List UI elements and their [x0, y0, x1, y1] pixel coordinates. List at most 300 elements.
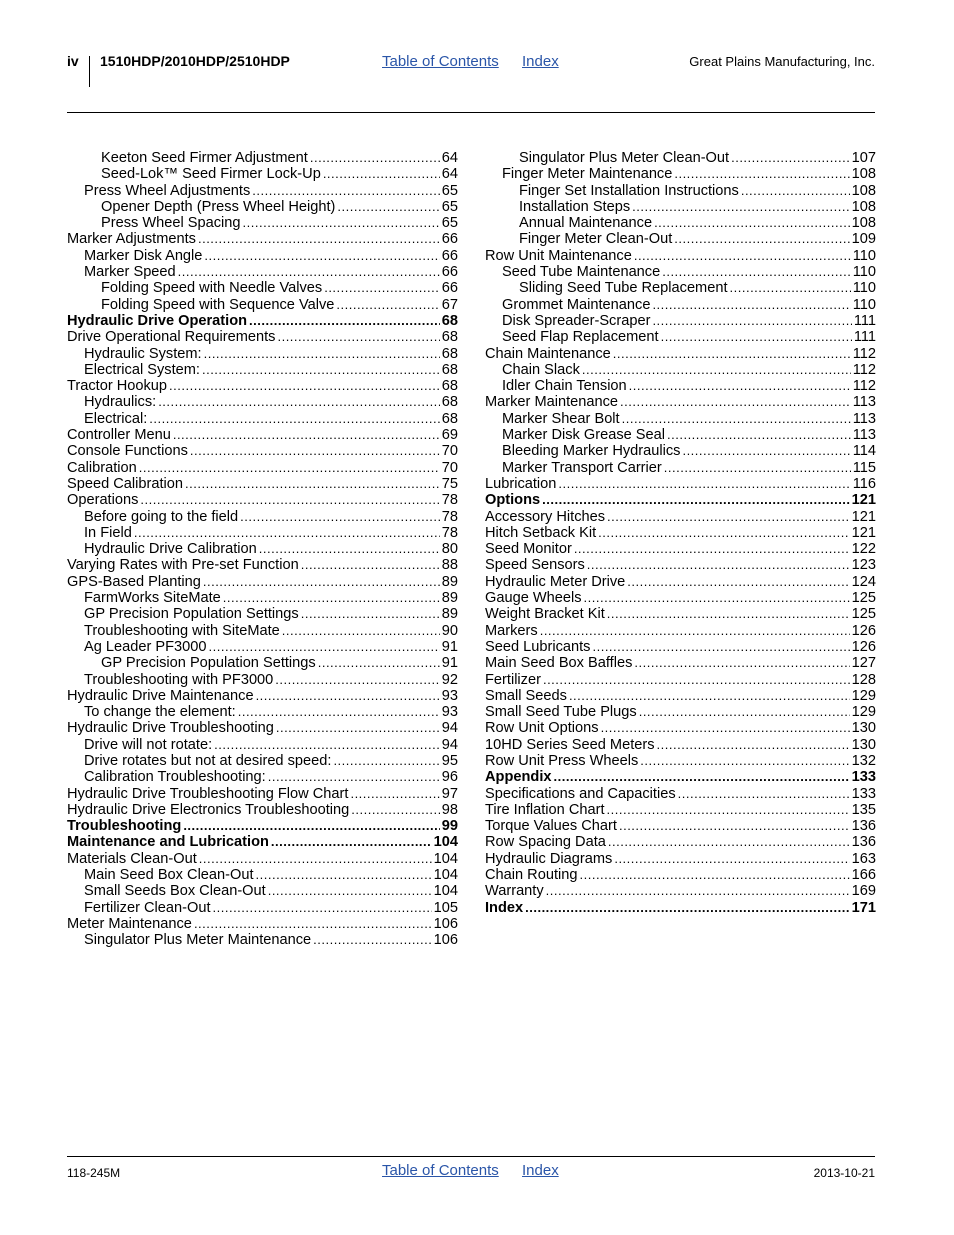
toc-entry[interactable]: [485, 199, 876, 215]
toc-entry-page: 68: [441, 329, 458, 346]
dot-leader: [607, 802, 850, 818]
toc-entry-title: Options: [485, 492, 541, 509]
dot-leader: [674, 231, 849, 247]
toc-entry[interactable]: [485, 248, 876, 264]
toc-entry[interactable]: [485, 655, 876, 671]
toc-entry[interactable]: [67, 199, 458, 215]
toc-entry-title: Annual Maintenance: [519, 215, 653, 232]
toc-entry-page: 93: [441, 687, 458, 704]
toc-entry[interactable]: [485, 150, 876, 166]
toc-entry-page: 129: [851, 704, 876, 721]
dot-leader: [203, 574, 440, 590]
dot-leader: [543, 672, 850, 688]
toc-entry[interactable]: [67, 737, 458, 753]
dot-leader: [584, 590, 850, 606]
toc-entry-title: Seed Lubricants: [485, 638, 591, 655]
dot-leader: [351, 802, 439, 818]
toc-column-right: [485, 150, 876, 916]
dot-leader: [601, 720, 850, 736]
toc-entry[interactable]: [67, 378, 458, 394]
toc-entry-page: 104: [433, 834, 458, 851]
toc-entry-page: 116: [852, 475, 876, 492]
toc-entry[interactable]: [485, 183, 876, 199]
toc-entry-page: 98: [441, 801, 458, 818]
toc-entry-page: 126: [851, 622, 876, 639]
toc-entry[interactable]: [67, 492, 458, 508]
dot-leader: [667, 427, 851, 443]
toc-entry[interactable]: [485, 329, 876, 345]
toc-entry-page: 130: [851, 720, 876, 737]
toc-entry[interactable]: [485, 672, 876, 688]
toc-entry-title: Marker Transport Carrier: [502, 459, 662, 476]
toc-entry-page: 136: [851, 818, 876, 835]
dot-leader: [607, 509, 850, 525]
toc-entry[interactable]: [67, 867, 458, 883]
toc-entry-title: Hydraulic Diagrams: [485, 850, 613, 867]
toc-entry-title: Warranty: [485, 883, 544, 900]
dot-leader: [662, 264, 851, 280]
toc-entry-title: Tire Inflation Chart: [485, 801, 605, 818]
toc-entry-title: Hydraulic Drive Troubleshooting Flow Chart: [67, 785, 349, 802]
index-link[interactable]: Index: [522, 1162, 559, 1179]
toc-entry-title: Main Seed Box Clean-Out: [84, 867, 254, 884]
toc-entry[interactable]: [485, 362, 876, 378]
toc-entry[interactable]: [485, 737, 876, 753]
toc-entry[interactable]: [67, 525, 458, 541]
revision-date: 2013-10-21: [813, 1166, 875, 1180]
toc-entry[interactable]: [67, 231, 458, 247]
toc-entry[interactable]: [67, 623, 458, 639]
toc-entry-title: Weight Bracket Kit: [485, 606, 605, 623]
toc-entry-title: Row Unit Maintenance: [485, 247, 632, 264]
toc-entry-page: 111: [853, 312, 876, 329]
toc-entry-page: 123: [851, 557, 876, 574]
toc-entry[interactable]: [67, 900, 458, 916]
index-link[interactable]: Index: [522, 53, 559, 70]
toc-entry[interactable]: [485, 525, 876, 541]
toc-entry-title: Finger Set Installation Instructions: [519, 182, 739, 199]
toc-entry-page: 68: [441, 410, 458, 427]
toc-entry-page: 65: [441, 182, 458, 199]
toc-entry-page: 169: [851, 883, 876, 900]
dot-leader: [731, 150, 850, 166]
dot-leader: [661, 329, 852, 345]
toc-entry-page: 166: [851, 867, 876, 884]
dot-leader: [640, 753, 849, 769]
toc-entry[interactable]: [67, 834, 458, 850]
dot-leader: [223, 590, 440, 606]
toc-entry[interactable]: [67, 476, 458, 492]
toc-entry-page: 91: [441, 638, 458, 655]
toc-entry-title: Seed Tube Maintenance: [502, 264, 661, 281]
dot-leader: [310, 150, 440, 166]
page-number: iv: [67, 53, 79, 69]
dot-leader: [627, 574, 849, 590]
toc-entry[interactable]: [485, 378, 876, 394]
toc-entry[interactable]: [67, 297, 458, 313]
toc-entry-page: 110: [852, 296, 876, 313]
toc-entry[interactable]: [67, 753, 458, 769]
dot-leader: [173, 427, 440, 443]
toc-entry[interactable]: [67, 688, 458, 704]
toc-entry-title: Console Functions: [67, 443, 188, 460]
toc-entry[interactable]: [67, 394, 458, 410]
dot-leader: [730, 280, 851, 296]
toc-entry[interactable]: [485, 883, 876, 899]
toc-entry[interactable]: [485, 851, 876, 867]
dot-leader: [204, 248, 439, 264]
toc-entry[interactable]: [485, 590, 876, 606]
toc-entry[interactable]: [485, 867, 876, 883]
toc-entry-page: 64: [441, 166, 458, 183]
toc-entry-title: Meter Maintenance: [67, 915, 192, 932]
toc-entry-title: Marker Disk Grease Seal: [502, 427, 666, 444]
dot-leader: [652, 313, 851, 329]
toc-entry-page: 115: [852, 459, 876, 476]
toc-entry[interactable]: [485, 574, 876, 590]
dot-leader: [619, 818, 850, 834]
dot-leader: [202, 362, 440, 378]
toc-entry-page: 106: [433, 932, 458, 949]
header-rule: [67, 112, 875, 113]
toc-entry[interactable]: [485, 215, 876, 231]
toc-entry[interactable]: [67, 639, 458, 655]
toc-entry[interactable]: [485, 557, 876, 573]
dot-leader: [574, 541, 850, 557]
toc-entry-title: Folding Speed with Needle Valves: [101, 280, 323, 297]
dot-leader: [614, 851, 849, 867]
dot-leader: [553, 769, 849, 785]
toc-entry[interactable]: [67, 720, 458, 736]
toc-entry[interactable]: [67, 509, 458, 525]
table-of-contents-link[interactable]: Table of Contents: [382, 53, 499, 70]
toc-entry[interactable]: [67, 346, 458, 362]
dot-leader: [678, 786, 850, 802]
dot-leader: [134, 525, 440, 541]
toc-entry-page: 133: [851, 769, 876, 786]
toc-entry[interactable]: [485, 297, 876, 313]
dot-leader: [301, 557, 440, 573]
toc-entry-title: Keeton Seed Firmer Adjustment: [101, 150, 308, 166]
toc-entry-title: To change the element:: [84, 704, 236, 721]
toc-entry-page: 106: [433, 915, 458, 932]
toc-entry[interactable]: [485, 280, 876, 296]
toc-entry[interactable]: [485, 231, 876, 247]
toc-entry[interactable]: [485, 753, 876, 769]
toc-entry-title: Hydraulic Drive Maintenance: [67, 687, 254, 704]
toc-entry-page: 130: [851, 736, 876, 753]
toc-entry-title: Row Spacing Data: [485, 834, 606, 851]
dot-leader: [282, 623, 440, 639]
toc-entry[interactable]: [67, 183, 458, 199]
toc-entry-page: 88: [441, 557, 458, 574]
toc-entry-title: Hitch Setback Kit: [485, 524, 597, 541]
toc-entry-page: 113: [852, 394, 876, 411]
toc-entry[interactable]: [67, 460, 458, 476]
toc-entry-title: GPS-Based Planting: [67, 573, 201, 590]
toc-entry-page: 65: [441, 215, 458, 232]
dot-leader: [185, 476, 440, 492]
toc-entry-page: 114: [852, 443, 876, 460]
toc-entry-page: 93: [441, 704, 458, 721]
toc-entry-title: Marker Speed: [84, 264, 176, 281]
toc-entry[interactable]: [485, 394, 876, 410]
dot-leader: [652, 297, 850, 313]
dot-leader: [256, 867, 432, 883]
toc-entry-page: 70: [441, 459, 458, 476]
dot-leader: [268, 769, 440, 785]
toc-entry-title: Press Wheel Adjustments: [84, 182, 251, 199]
toc-entry-title: Troubleshooting with SiteMate: [84, 622, 280, 639]
toc-entry[interactable]: [485, 313, 876, 329]
toc-entry-title: Marker Adjustments: [67, 231, 196, 248]
toc-entry-title: Calibration Troubleshooting:: [84, 769, 266, 786]
toc-entry[interactable]: [67, 150, 458, 166]
toc-entry-page: 89: [441, 590, 458, 607]
toc-entry-title: Calibration: [67, 459, 137, 476]
toc-entry-page: 113: [852, 427, 876, 444]
toc-entry[interactable]: [485, 802, 876, 818]
toc-entry-title: Operations: [67, 492, 139, 509]
toc-entry[interactable]: [67, 329, 458, 345]
dot-leader: [213, 900, 432, 916]
toc-entry[interactable]: [485, 427, 876, 443]
dot-leader: [276, 720, 440, 736]
dot-leader: [178, 264, 440, 280]
toc-entry[interactable]: [67, 786, 458, 802]
toc-entry-title: Finger Meter Maintenance: [502, 166, 673, 183]
dot-leader: [333, 753, 439, 769]
toc-entry[interactable]: [67, 851, 458, 867]
toc-entry-title: Idler Chain Tension: [502, 378, 627, 395]
dot-leader: [654, 215, 850, 231]
toc-entry-title: Gauge Wheels: [485, 590, 582, 607]
toc-entry-title: Marker Disk Angle: [84, 247, 203, 264]
toc-entry[interactable]: [67, 574, 458, 590]
toc-entry-title: Hydraulic Drive Operation: [67, 312, 248, 329]
toc-entry[interactable]: [67, 264, 458, 280]
toc-entry-page: 133: [851, 785, 876, 802]
dot-leader: [613, 346, 851, 362]
toc-entry-title: Electrical:: [84, 410, 148, 427]
toc-entry[interactable]: [67, 672, 458, 688]
toc-entry[interactable]: [67, 215, 458, 231]
toc-entry[interactable]: [485, 688, 876, 704]
dot-leader: [580, 867, 850, 883]
page-footer: [0, 1162, 954, 1184]
toc-entry-page: 108: [851, 215, 876, 232]
dot-leader: [183, 818, 439, 834]
toc-entry[interactable]: [485, 720, 876, 736]
toc-entry-title: Marker Shear Bolt: [502, 410, 620, 427]
toc-entry[interactable]: [485, 769, 876, 785]
toc-entry[interactable]: [67, 248, 458, 264]
toc-entry[interactable]: [67, 818, 458, 834]
toc-entry-page: 78: [441, 524, 458, 541]
table-of-contents-link[interactable]: Table of Contents: [382, 1162, 499, 1179]
dot-leader: [608, 834, 850, 850]
toc-entry-page: 66: [441, 247, 458, 264]
dot-leader: [323, 166, 440, 182]
toc-entry-page: 68: [441, 345, 458, 362]
toc-entry[interactable]: [485, 786, 876, 802]
toc-entry-title: GP Precision Population Settings: [101, 655, 316, 672]
toc-entry-page: 94: [441, 720, 458, 737]
dot-leader: [240, 509, 440, 525]
dot-leader: [324, 280, 440, 296]
toc-entry[interactable]: [67, 280, 458, 296]
toc-entry[interactable]: [485, 476, 876, 492]
dot-leader: [169, 378, 440, 394]
dot-leader: [525, 900, 850, 916]
toc-entry-page: 110: [852, 280, 876, 297]
toc-entry-title: Small Seeds: [485, 687, 567, 704]
toc-entry[interactable]: [485, 346, 876, 362]
toc-entry[interactable]: [67, 916, 458, 932]
toc-entry-page: 121: [851, 524, 876, 541]
toc-entry[interactable]: [485, 900, 876, 916]
toc-entry[interactable]: [485, 166, 876, 182]
toc-entry-page: 121: [851, 492, 876, 509]
dot-leader: [204, 346, 440, 362]
toc-entry-page: 70: [441, 443, 458, 460]
dot-leader: [350, 786, 439, 802]
toc-column-left: [67, 150, 458, 949]
toc-entry-page: 128: [851, 671, 876, 688]
dot-leader: [632, 199, 849, 215]
model-title: 1510HDP/2010HDP/2510HDP: [100, 53, 290, 69]
toc-entry[interactable]: [67, 411, 458, 427]
toc-entry[interactable]: [67, 704, 458, 720]
toc-entry[interactable]: [67, 769, 458, 785]
toc-entry[interactable]: [67, 362, 458, 378]
toc-entry-page: 66: [441, 231, 458, 248]
toc-entry-title: Row Unit Press Wheels: [485, 752, 639, 769]
toc-entry[interactable]: [485, 623, 876, 639]
toc-entry-page: 112: [852, 378, 876, 395]
toc-entry[interactable]: [485, 639, 876, 655]
toc-entry-title: Materials Clean-Out: [67, 850, 197, 867]
toc-entry[interactable]: [485, 492, 876, 508]
dot-leader: [634, 655, 849, 671]
toc-entry[interactable]: [67, 557, 458, 573]
toc-entry-page: 75: [441, 475, 458, 492]
dot-leader: [558, 476, 850, 492]
toc-entry-page: 69: [441, 427, 458, 444]
dot-leader: [313, 932, 432, 948]
toc-entry[interactable]: [67, 590, 458, 606]
toc-entry-page: 92: [441, 671, 458, 688]
toc-entry[interactable]: [67, 427, 458, 443]
toc-entry-page: 122: [851, 541, 876, 558]
toc-entry-title: Main Seed Box Baffles: [485, 655, 633, 672]
dot-leader: [622, 411, 851, 427]
dot-leader: [158, 394, 440, 410]
toc-entry[interactable]: [485, 443, 876, 459]
dot-leader: [540, 623, 850, 639]
toc-entry-title: Torque Values Chart: [485, 818, 617, 835]
toc-entry-page: 121: [851, 508, 876, 525]
dot-leader: [140, 492, 439, 508]
toc-entry-title: Hydraulics:: [84, 394, 157, 411]
toc-entry-title: Speed Calibration: [67, 475, 184, 492]
toc-entry[interactable]: [485, 834, 876, 850]
toc-entry[interactable]: [485, 411, 876, 427]
toc-entry-page: 113: [852, 410, 876, 427]
toc-entry[interactable]: [67, 313, 458, 329]
toc-entry-page: 125: [851, 606, 876, 623]
toc-entry-title: Folding Speed with Sequence Valve: [101, 296, 335, 313]
toc-entry-title: Singulator Plus Meter Clean-Out: [519, 150, 730, 166]
toc-entry-page: 105: [433, 899, 458, 916]
toc-entry[interactable]: [485, 541, 876, 557]
dot-leader: [657, 737, 850, 753]
toc-entry[interactable]: [67, 655, 458, 671]
toc-entry[interactable]: [485, 509, 876, 525]
toc-entry-title: Troubleshooting: [67, 818, 182, 835]
toc-entry-page: 107: [851, 150, 876, 166]
toc-entry-title: Electrical System:: [84, 361, 200, 378]
toc-entry-title: Troubleshooting with PF3000: [84, 671, 274, 688]
toc-entry-page: 112: [852, 345, 876, 362]
toc-entry-title: Speed Sensors: [485, 557, 585, 574]
toc-entry[interactable]: [67, 802, 458, 818]
toc-entry-title: Hydraulic Drive Calibration: [84, 541, 257, 558]
toc-entry[interactable]: [67, 443, 458, 459]
toc-entry[interactable]: [67, 166, 458, 182]
toc-entry-page: 68: [441, 394, 458, 411]
toc-entry[interactable]: [67, 932, 458, 948]
dot-leader: [542, 492, 850, 508]
toc-entry-title: Bleeding Marker Hydraulics: [502, 443, 681, 460]
toc-entry-title: Appendix: [485, 769, 552, 786]
dot-leader: [149, 411, 440, 427]
toc-entry-title: Index: [485, 899, 524, 916]
header-divider: [89, 56, 90, 87]
toc-entry-page: 89: [441, 573, 458, 590]
dot-leader: [674, 166, 849, 182]
toc-entry[interactable]: [67, 606, 458, 622]
toc-entry-page: 163: [851, 850, 876, 867]
toc-entry[interactable]: [485, 606, 876, 622]
toc-entry-page: 108: [851, 166, 876, 183]
toc-entry-page: 135: [851, 801, 876, 818]
dot-leader: [249, 313, 440, 329]
toc-entry-page: 108: [851, 182, 876, 199]
toc-entry-page: 94: [441, 736, 458, 753]
toc-entry[interactable]: [485, 704, 876, 720]
dot-leader: [336, 297, 439, 313]
toc-entry-page: 110: [852, 247, 876, 264]
toc-entry-title: Fertilizer Clean-Out: [84, 899, 211, 916]
toc-entry-title: Lubrication: [485, 475, 557, 492]
toc-entry[interactable]: [485, 264, 876, 280]
toc-entry-title: Varying Rates with Pre-set Function: [67, 557, 299, 574]
toc-entry[interactable]: [485, 460, 876, 476]
toc-entry[interactable]: [67, 541, 458, 557]
dot-leader: [268, 883, 432, 899]
toc-entry-title: Singulator Plus Meter Maintenance: [84, 932, 312, 949]
toc-entry-page: 78: [441, 508, 458, 525]
toc-entry-page: 125: [851, 590, 876, 607]
page-header: [0, 52, 954, 92]
toc-entry[interactable]: [485, 818, 876, 834]
toc-entry[interactable]: [67, 883, 458, 899]
toc-entry-page: 104: [433, 850, 458, 867]
toc-entry-title: Seed Flap Replacement: [502, 329, 659, 346]
toc-entry-title: Row Unit Options: [485, 720, 599, 737]
toc-entry-title: Accessory Hitches: [485, 508, 606, 525]
